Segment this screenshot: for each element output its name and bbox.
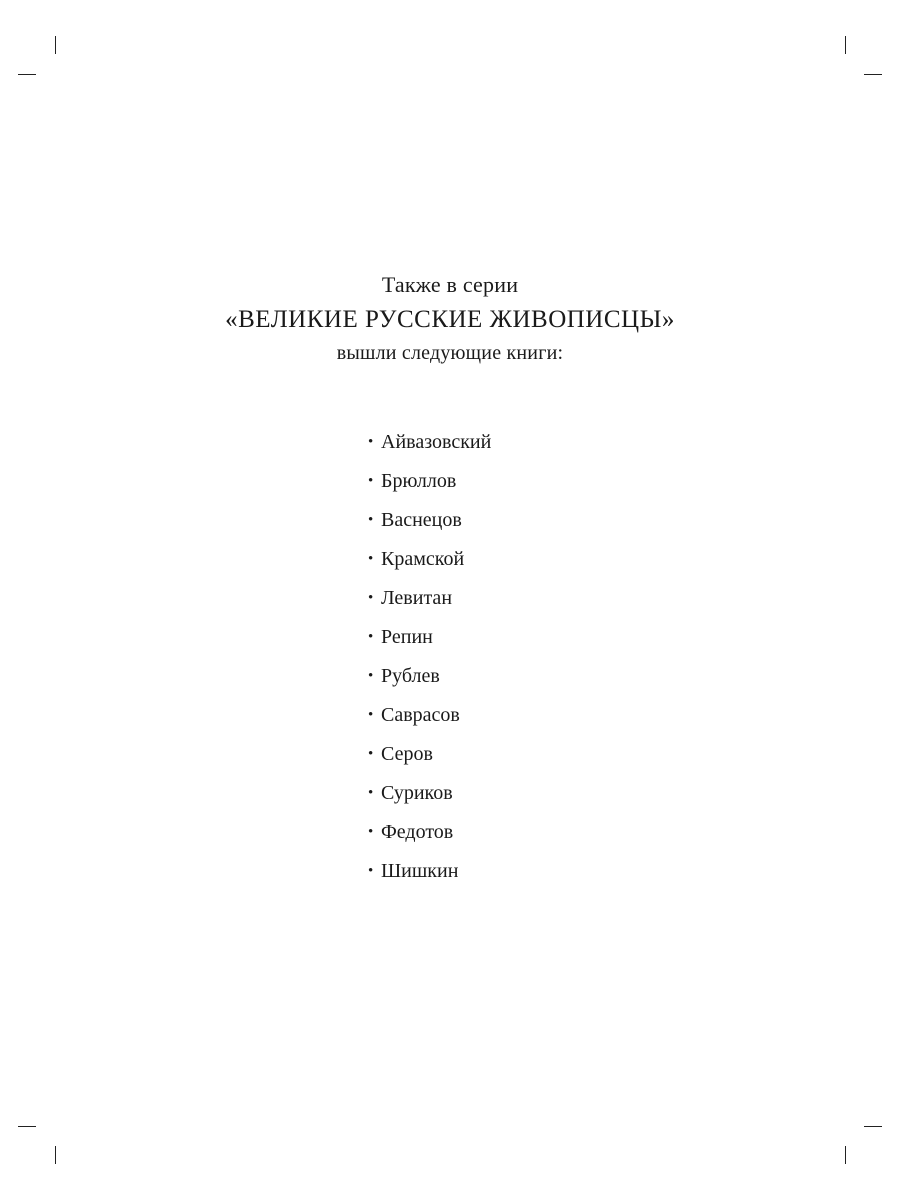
crop-mark-top-right-vertical <box>845 36 846 54</box>
bullet-icon: • <box>368 668 374 684</box>
crop-mark-top-left-vertical <box>55 36 56 54</box>
book-list-item <box>368 465 491 504</box>
book-title: Рублев <box>381 665 440 687</box>
book-title: Крамской <box>381 548 465 570</box>
bullet-icon: • <box>368 512 374 528</box>
bullet-icon: • <box>368 551 374 567</box>
book-list-item <box>368 855 491 894</box>
book-title: Репин <box>381 626 433 648</box>
book-list-item <box>368 504 491 543</box>
bullet-icon: • <box>368 629 374 645</box>
bullet-icon: • <box>368 590 374 606</box>
book-title: Суриков <box>381 782 453 804</box>
bullet-icon: • <box>368 863 374 879</box>
crop-mark-bottom-right-vertical <box>845 1146 846 1164</box>
book-list-item <box>368 777 491 816</box>
book-list-item <box>368 816 491 855</box>
crop-mark-bottom-right-horizontal <box>864 1126 882 1127</box>
book-title: Брюллов <box>381 470 457 492</box>
series-header <box>0 268 900 368</box>
book-list-item <box>368 699 491 738</box>
book-title: Левитан <box>381 587 453 609</box>
bullet-icon: • <box>368 824 374 840</box>
book-list-item <box>368 543 491 582</box>
book-list <box>368 426 491 894</box>
bullet-icon: • <box>368 473 374 489</box>
crop-mark-bottom-left-vertical <box>55 1146 56 1164</box>
series-subtitle: вышли следующие книги: <box>336 342 564 364</box>
crop-mark-bottom-left-horizontal <box>18 1126 36 1127</box>
book-title: Айвазовский <box>381 431 492 453</box>
book-list-item <box>368 621 491 660</box>
bullet-icon: • <box>368 746 374 762</box>
book-title: Васнецов <box>381 509 462 531</box>
bullet-icon: • <box>368 707 374 723</box>
series-intro-text: Также в серии <box>381 272 519 297</box>
bullet-icon: • <box>368 785 374 801</box>
book-list-item <box>368 582 491 621</box>
book-list-item <box>368 426 491 465</box>
crop-mark-top-right-horizontal <box>864 74 882 75</box>
book-title: Шишкин <box>381 860 459 882</box>
book-title: Федотов <box>381 821 454 843</box>
book-list-item <box>368 660 491 699</box>
bullet-icon: • <box>368 434 374 450</box>
series-title: «ВЕЛИКИЕ РУССКИЕ ЖИВОПИСЦЫ» <box>225 306 675 333</box>
book-list-item <box>368 738 491 777</box>
book-title: Саврасов <box>381 704 460 726</box>
book-title: Серов <box>381 743 433 765</box>
crop-mark-top-left-horizontal <box>18 74 36 75</box>
